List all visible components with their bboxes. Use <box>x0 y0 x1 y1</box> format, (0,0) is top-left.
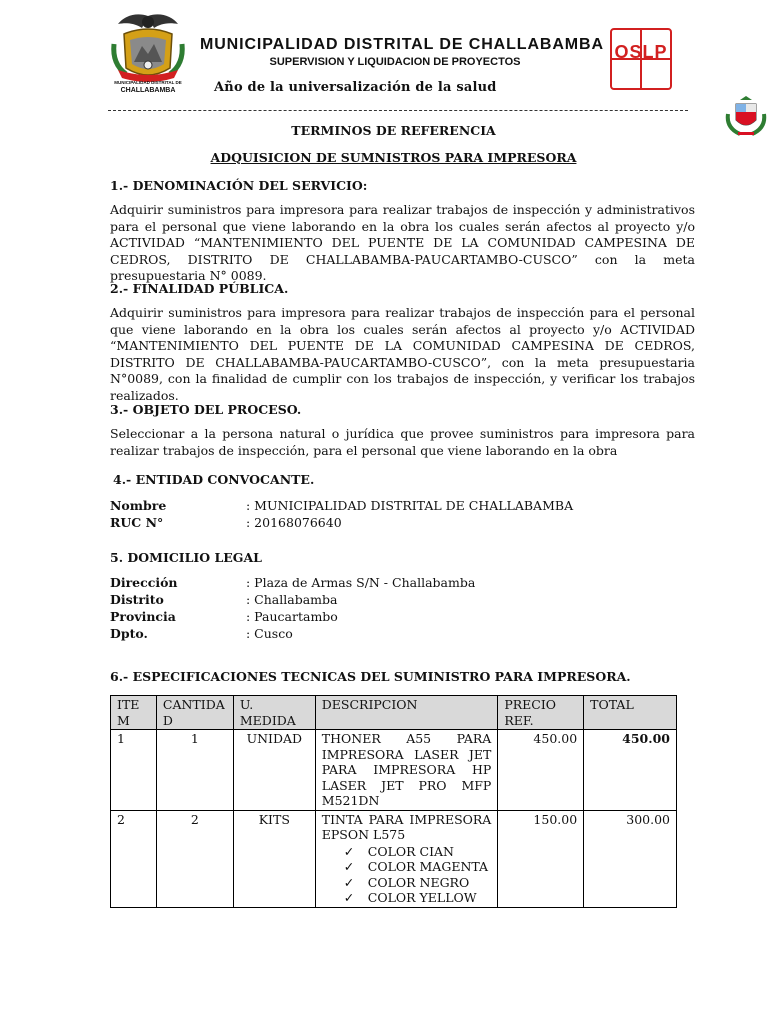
row-1-total: 450.00 <box>584 730 677 811</box>
row-1-descripcion: THONER A55 PARA IMPRESORA LASER JET PARA IMPRESORA HP LASER JET PRO MFP M521DN <box>315 730 498 811</box>
row-2-precio: 150.00 <box>498 810 584 907</box>
nombre-label: Nombre <box>110 498 167 513</box>
table-row <box>111 810 677 907</box>
org-subtitle: SUPERVISION Y LIQUIDACION DE PROYECTOS <box>269 56 521 68</box>
checkmark-icon: ✓ <box>343 843 355 859</box>
header-total: TOTAL <box>584 696 677 730</box>
section-2-body: Adquirir suministros para impresora para realizar trabajos de inspección para el personal que viene laborando en la obra los cuales serán afectos al proyecto y/o ACTIVIDAD “MANTENIMIENTO DEL PUENTE DE LA COMUNIDAD CAMPESINA DE CEDROS, DISTRITO DE CHALLABAMBA-PAUCARTAMBO-CUSCO”, con la meta presupuestaria N°0089, con la finalidad de cumplir con los trabajos de inspección, y verificar los trabajos realizados. <box>110 305 695 403</box>
list-item <box>344 859 492 875</box>
section-4-heading: 4.- ENTIDAD CONVOCANTE. <box>113 472 315 487</box>
nombre-value: : MUNICIPALIDAD DISTRITAL DE CHALLABAMBA <box>246 498 574 513</box>
checkmark-icon: ✓ <box>343 859 355 874</box>
header-separator <box>108 110 688 111</box>
section-1-heading: 1.- DENOMINACIÓN DEL SERVICIO: <box>110 178 368 193</box>
header-precio: PRECIO REF. <box>498 696 584 730</box>
row-1-cantidad: 1 <box>156 730 233 811</box>
row-2-cantidad: 2 <box>156 810 233 907</box>
entity-nombre-row <box>110 497 573 514</box>
address-direccion-row <box>110 574 475 591</box>
section-3-heading: 3.- OBJETO DEL PROCESO. <box>110 402 302 417</box>
table-header-row <box>111 696 677 730</box>
header-unidad: U. MEDIDA <box>233 696 315 730</box>
checkmark-icon: ✓ <box>343 890 355 905</box>
oslp-logo-text: OSLP <box>614 42 668 62</box>
logo-caption-top: MUNICIPALIDAD DISTRITAL DE <box>114 80 182 85</box>
distrito-label: Distrito <box>110 592 164 607</box>
header-item: ITE M <box>111 696 157 730</box>
ink-color-list <box>344 844 492 906</box>
color-label: COLOR MAGENTA <box>367 859 489 874</box>
color-label: COLOR NEGRO <box>367 874 470 890</box>
section-5-heading: 5. DOMICILIO LEGAL <box>110 550 262 565</box>
document-title: TERMINOS DE REFERENCIA <box>291 123 496 138</box>
year-motto: Año de la universalización de la salud <box>214 80 497 95</box>
list-item <box>344 890 492 906</box>
color-label: COLOR YELLOW <box>367 890 477 905</box>
section-3-body: Seleccionar a la persona natural o jurídica que provee suministros para impresora para realizar trabajos de inspección, para el personal que viene laborando en la obra <box>110 426 695 458</box>
row-1-unidad: UNIDAD <box>233 730 315 811</box>
direccion-value: : Plaza de Armas S/N - Challabamba <box>246 575 476 590</box>
document-subtitle: ADQUISICION DE SUMNISTROS PARA IMPRESORA <box>210 150 577 165</box>
table-row <box>111 730 677 811</box>
direccion-label: Dirección <box>110 575 178 590</box>
section-2-heading: 2.- FINALIDAD PÚBLICA. <box>110 281 289 296</box>
list-item <box>344 875 492 891</box>
row-1-item: 1 <box>111 730 157 811</box>
entity-ruc-row <box>110 514 342 531</box>
provincia-label: Provincia <box>110 609 176 624</box>
logo-caption-bottom: CHALLABAMBA <box>120 87 176 94</box>
list-item <box>344 844 492 860</box>
row-2-descripcion: TINTA PARA IMPRESORA EPSON L575 <box>321 811 492 842</box>
row-2-descripcion-cell <box>315 810 498 907</box>
section-6-heading: 6.- ESPECIFICACIONES TECNICAS DEL SUMINISTRO PARA IMPRESORA. <box>110 669 631 684</box>
municipality-logo <box>108 8 188 98</box>
row-2-unidad: KITS <box>233 810 315 907</box>
oslp-logo <box>610 28 672 90</box>
distrito-value: : Challabamba <box>246 592 338 607</box>
peru-coat-of-arms-icon <box>724 94 768 138</box>
ruc-value: : 20168076640 <box>246 515 342 530</box>
row-1-precio: 450.00 <box>498 730 584 811</box>
dpto-value: : Cusco <box>246 626 293 641</box>
org-name: MUNICIPALIDAD DISTRITAL DE CHALLABAMBA <box>200 36 604 53</box>
specifications-table <box>110 695 677 908</box>
header-cantidad: CANTIDA D <box>156 696 233 730</box>
ruc-label: RUC N° <box>110 515 164 530</box>
header-descripcion: DESCRIPCION <box>315 696 498 730</box>
section-1-body: Adquirir suministros para impresora para realizar trabajos de inspección y administrativos para el personal que viene laborando en la obra los cuales serán afectos al proyecto y/o ACTIVIDAD “MANTENIMIENTO DEL PUENTE DE LA COMUNIDAD CAMPESINA DE CEDROS, DISTRITO DE CHALLABAMBA-PAUCARTAMBO-CUSCO” con la meta presupuestaria N° 0089. <box>110 202 695 283</box>
provincia-value: : Paucartambo <box>246 609 338 624</box>
checkmark-icon: ✓ <box>343 874 355 890</box>
address-distrito-row <box>110 591 337 608</box>
dpto-label: Dpto. <box>110 626 148 641</box>
address-dpto-row <box>110 625 293 642</box>
address-provincia-row <box>110 608 338 625</box>
row-2-item: 2 <box>111 810 157 907</box>
row-2-total: 300.00 <box>584 810 677 907</box>
color-label: COLOR CIAN <box>367 843 454 859</box>
